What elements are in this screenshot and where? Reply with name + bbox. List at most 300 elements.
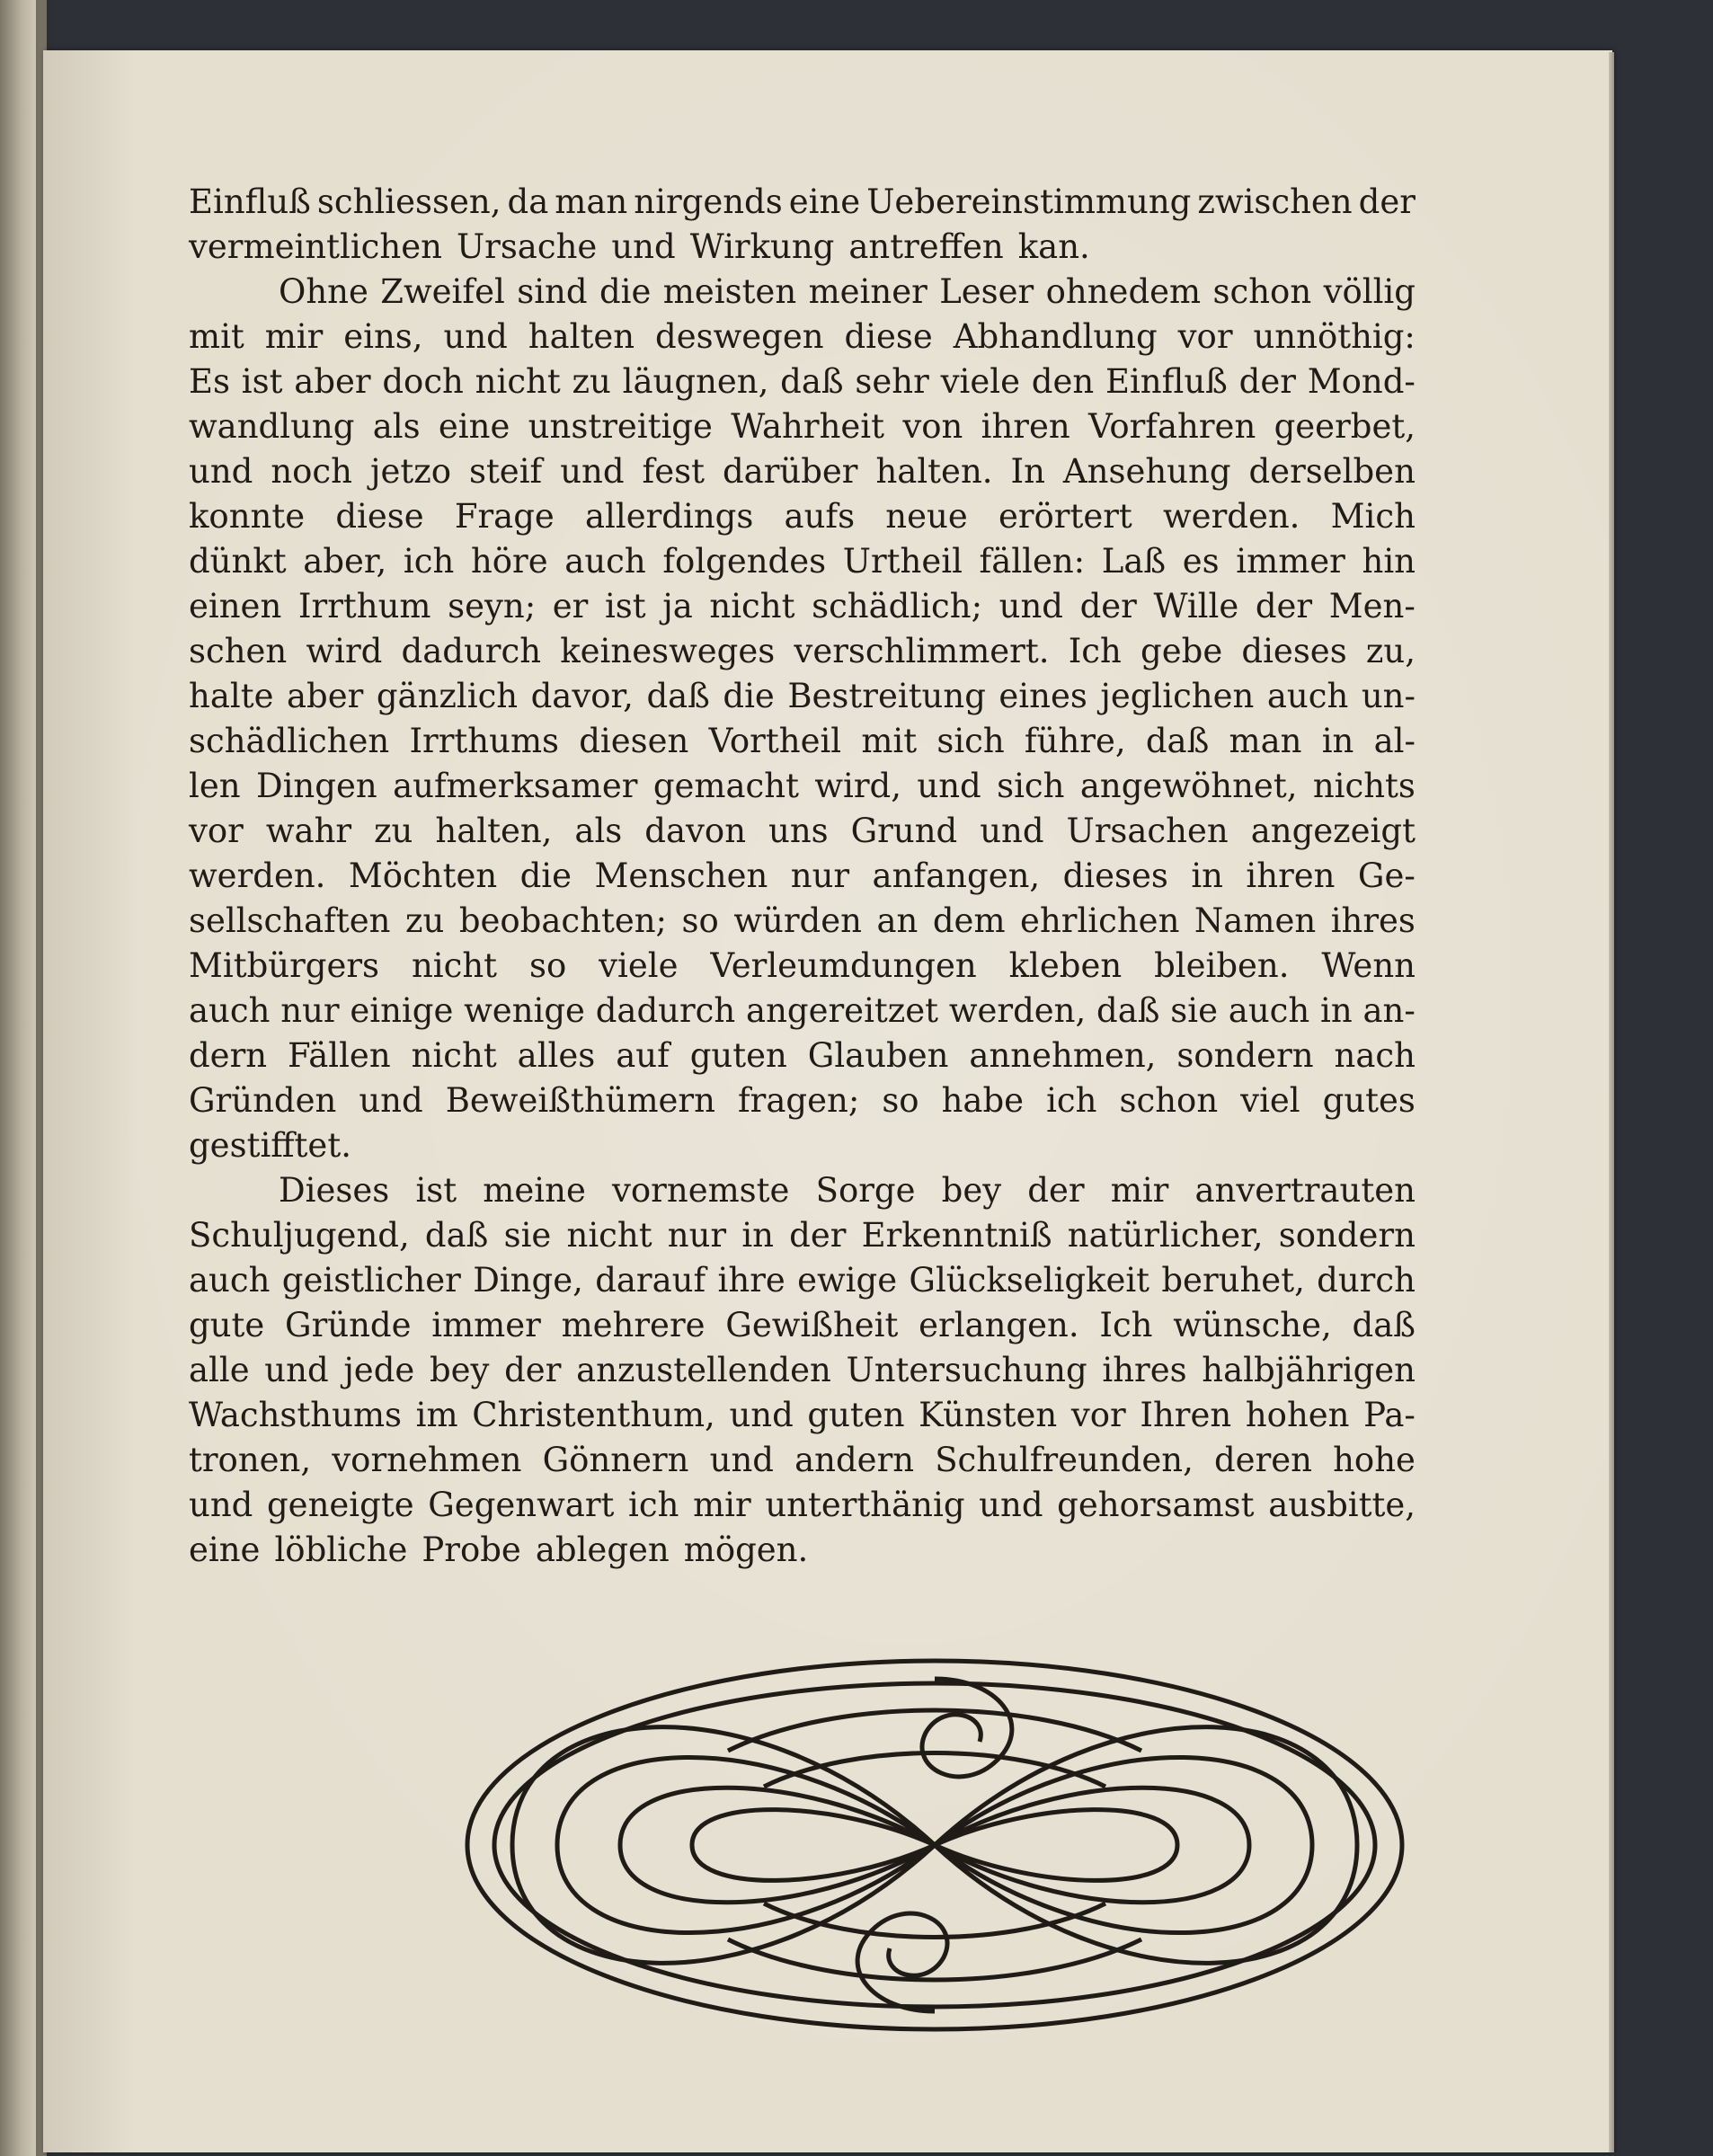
word: andern bbox=[794, 1441, 915, 1479]
word: vermeintlichen bbox=[189, 227, 442, 266]
word: geerbet, bbox=[1274, 407, 1416, 446]
word: habe bbox=[941, 1081, 1025, 1120]
word: an- bbox=[1362, 991, 1416, 1030]
text-line bbox=[189, 1123, 1416, 1168]
word: nicht bbox=[475, 362, 561, 401]
word: Urtheil bbox=[842, 542, 963, 581]
word: vor bbox=[189, 812, 244, 850]
word: halte bbox=[189, 677, 274, 715]
word: sich bbox=[997, 767, 1065, 805]
word: Wahrheit bbox=[731, 407, 885, 446]
word: darauf bbox=[595, 1261, 706, 1300]
word: dieses bbox=[1062, 856, 1168, 895]
word: zu bbox=[404, 901, 445, 940]
word: ehrlichen bbox=[1020, 901, 1180, 940]
word: Men- bbox=[1328, 587, 1416, 626]
word: mir bbox=[693, 1486, 751, 1524]
word: alle bbox=[189, 1351, 250, 1389]
word: sich bbox=[936, 722, 1005, 760]
word: jede bbox=[343, 1351, 415, 1389]
word: In bbox=[1010, 452, 1045, 491]
word: Mitbürgers bbox=[189, 946, 380, 985]
word: Grund bbox=[850, 812, 958, 850]
text-line bbox=[189, 944, 1416, 989]
word: ja bbox=[662, 587, 693, 626]
word: der bbox=[1079, 587, 1137, 626]
word: nicht bbox=[411, 1036, 497, 1075]
word: gemacht bbox=[652, 767, 799, 805]
word: Ich bbox=[1068, 632, 1122, 670]
word: deswegen bbox=[655, 317, 824, 356]
word: Mond- bbox=[1307, 362, 1416, 401]
word: Dingen bbox=[255, 767, 377, 805]
word: halten. bbox=[875, 452, 993, 491]
word: der bbox=[1358, 182, 1416, 221]
word: deren bbox=[1213, 1441, 1312, 1479]
word: auch bbox=[189, 991, 271, 1030]
word: halten bbox=[528, 317, 635, 356]
word: al- bbox=[1373, 722, 1416, 760]
page-edge bbox=[1609, 52, 1614, 2152]
word: ohnedem bbox=[1045, 272, 1202, 311]
word: führe, bbox=[1024, 722, 1126, 760]
text-line bbox=[189, 1034, 1416, 1078]
word: Uebereinstimmung bbox=[866, 182, 1192, 221]
word: auch bbox=[189, 1261, 271, 1300]
word: in bbox=[1321, 722, 1354, 760]
word: daß bbox=[646, 677, 710, 715]
word: dadurch bbox=[401, 632, 542, 670]
word: auf bbox=[616, 1036, 670, 1075]
word: halbjährigen bbox=[1202, 1351, 1416, 1389]
word: verschlimmert. bbox=[794, 632, 1050, 670]
word: tronen, bbox=[189, 1441, 312, 1479]
word: seyn; bbox=[448, 587, 537, 626]
word: steif bbox=[468, 452, 543, 491]
word: in bbox=[741, 1216, 774, 1255]
word: Wille bbox=[1153, 587, 1239, 626]
word: mit bbox=[189, 317, 244, 356]
word: es bbox=[1182, 542, 1220, 581]
word: einen bbox=[189, 587, 282, 626]
word: der bbox=[1255, 587, 1313, 626]
word: guten bbox=[689, 1036, 787, 1075]
word: Frage bbox=[454, 497, 555, 536]
word: und bbox=[359, 1081, 423, 1120]
text-line bbox=[189, 1078, 1416, 1123]
word: annehmen, bbox=[969, 1036, 1157, 1075]
word: meisten bbox=[662, 272, 797, 311]
word: wahr bbox=[265, 812, 352, 850]
word: ich bbox=[1046, 1081, 1097, 1120]
word: beobachten; bbox=[458, 901, 668, 940]
word: diese bbox=[844, 317, 933, 356]
word: immer bbox=[431, 1306, 541, 1344]
text-line bbox=[189, 629, 1416, 674]
word: dieses bbox=[1241, 632, 1347, 670]
word: viele bbox=[599, 946, 679, 985]
word: alles bbox=[517, 1036, 596, 1075]
word: Beweißthümern bbox=[445, 1081, 715, 1120]
word: bleiben. bbox=[1154, 946, 1290, 985]
word: gänzlich bbox=[376, 677, 519, 715]
word: Glauben bbox=[807, 1036, 949, 1075]
word: und bbox=[264, 1351, 329, 1389]
word: Irrthums bbox=[409, 722, 560, 760]
word: fest bbox=[642, 452, 705, 491]
word: Ansehung bbox=[1062, 452, 1231, 491]
word: mögen. bbox=[683, 1530, 809, 1569]
word: vornemste bbox=[612, 1171, 790, 1210]
text-line bbox=[189, 809, 1416, 854]
word: daß bbox=[1352, 1306, 1416, 1344]
word: daß bbox=[780, 362, 844, 401]
word: immer bbox=[1236, 542, 1345, 581]
word: wird, bbox=[814, 767, 901, 805]
word: nichts bbox=[1312, 767, 1416, 805]
word: hohen bbox=[1245, 1396, 1350, 1434]
word: derselben bbox=[1248, 452, 1416, 491]
word: daß bbox=[1145, 722, 1210, 760]
word: len bbox=[189, 767, 241, 805]
word: mir bbox=[264, 317, 324, 356]
word: ist bbox=[241, 362, 283, 401]
word: man bbox=[555, 182, 628, 221]
text-line bbox=[189, 899, 1416, 944]
text-line bbox=[189, 764, 1416, 809]
text-line bbox=[189, 225, 1416, 270]
word: Ihren bbox=[1140, 1396, 1232, 1434]
word: auch bbox=[1228, 991, 1310, 1030]
word: anfangen, bbox=[872, 856, 1041, 895]
word: sellschaften bbox=[189, 901, 391, 940]
word: sie bbox=[503, 1216, 552, 1255]
text-line bbox=[189, 1258, 1416, 1303]
word: wandlung bbox=[189, 407, 355, 446]
text-line bbox=[189, 180, 1416, 225]
word: Ursachen bbox=[1066, 812, 1229, 850]
word: sondern bbox=[1176, 1036, 1314, 1075]
word: eine bbox=[788, 182, 861, 221]
word: vor bbox=[1070, 1396, 1126, 1434]
word: Zweifel bbox=[380, 272, 505, 311]
word: jetzo bbox=[369, 452, 451, 491]
word: un- bbox=[1361, 677, 1416, 715]
word: Ohne bbox=[279, 272, 368, 311]
word: viel bbox=[1240, 1081, 1300, 1120]
word: ist bbox=[415, 1171, 457, 1210]
text-line bbox=[189, 539, 1416, 584]
word: ausbitte, bbox=[1268, 1486, 1416, 1524]
word: vor bbox=[1177, 317, 1233, 356]
text-line bbox=[189, 989, 1416, 1034]
word: Christenthum, bbox=[472, 1396, 715, 1434]
word: anvertrauten bbox=[1194, 1171, 1416, 1210]
text-line bbox=[189, 674, 1416, 719]
word: Ge- bbox=[1357, 856, 1416, 895]
word: keinesweges bbox=[560, 632, 776, 670]
word: bey bbox=[941, 1171, 1002, 1210]
text-line bbox=[189, 494, 1416, 539]
word: werden. bbox=[1163, 497, 1300, 536]
word: zu bbox=[374, 812, 413, 850]
word: viele bbox=[940, 362, 1020, 401]
word: daß bbox=[1096, 991, 1160, 1030]
word: man bbox=[1229, 722, 1302, 760]
word: ich bbox=[403, 542, 455, 581]
word: ihren bbox=[1246, 856, 1336, 895]
word: aber, bbox=[303, 542, 387, 581]
word: Schuljugend, bbox=[189, 1216, 410, 1255]
word: gutes bbox=[1322, 1081, 1416, 1120]
text-line bbox=[189, 1168, 1416, 1213]
word: folgendes bbox=[662, 542, 827, 581]
word: geistlicher bbox=[281, 1261, 461, 1300]
word: erörtert bbox=[998, 497, 1132, 536]
word: erlangen. bbox=[919, 1306, 1079, 1344]
word: Untersuchung bbox=[846, 1351, 1087, 1389]
word: uns bbox=[768, 812, 829, 850]
word: in bbox=[1191, 856, 1223, 895]
word: da bbox=[507, 182, 549, 221]
word: angezeigt bbox=[1250, 812, 1416, 850]
word: doch bbox=[382, 362, 464, 401]
word: Ich bbox=[1099, 1306, 1153, 1344]
word: ihres bbox=[1102, 1351, 1187, 1389]
word: nirgends bbox=[634, 182, 783, 221]
word: Laß bbox=[1101, 542, 1167, 581]
word: nur bbox=[790, 856, 850, 895]
word: zu bbox=[572, 362, 611, 401]
text-line bbox=[189, 315, 1416, 359]
word: mehrere bbox=[561, 1306, 706, 1344]
word: Mich bbox=[1330, 497, 1416, 536]
word: zwischen bbox=[1197, 182, 1353, 221]
word: aber bbox=[287, 677, 364, 715]
word: ihres bbox=[1330, 901, 1416, 940]
word: Einfluß bbox=[189, 182, 311, 221]
word: Leser bbox=[939, 272, 1034, 311]
word: ist bbox=[604, 587, 646, 626]
word: mit bbox=[861, 722, 918, 760]
word: kleben bbox=[1008, 946, 1123, 985]
word: angereitzet bbox=[746, 991, 939, 1030]
word: Abhandlung bbox=[953, 317, 1158, 356]
word: meine bbox=[483, 1171, 586, 1210]
text-line bbox=[189, 584, 1416, 629]
word: er bbox=[552, 587, 589, 626]
word: wünsche, bbox=[1173, 1306, 1332, 1344]
word: dünkt bbox=[189, 542, 287, 581]
word: wird bbox=[306, 632, 383, 670]
word: durch bbox=[1317, 1261, 1416, 1300]
word: und bbox=[917, 767, 981, 805]
word: kan. bbox=[1017, 227, 1090, 266]
word: Dinge, bbox=[473, 1261, 583, 1300]
word: Ursache bbox=[456, 227, 598, 266]
word: ihren bbox=[981, 407, 1070, 446]
word: in bbox=[1320, 991, 1353, 1030]
word: beruhet, bbox=[1161, 1261, 1305, 1300]
word: Fällen bbox=[288, 1036, 391, 1075]
word: und bbox=[443, 317, 508, 356]
word: und bbox=[611, 227, 676, 266]
word: Vorfahren bbox=[1088, 407, 1256, 446]
word: so bbox=[681, 901, 719, 940]
word: die bbox=[599, 272, 652, 311]
word: hin bbox=[1362, 542, 1416, 581]
word: einige bbox=[350, 991, 454, 1030]
word: Wenn bbox=[1321, 946, 1416, 985]
text-line bbox=[189, 854, 1416, 899]
word: neue bbox=[885, 497, 968, 536]
text-line bbox=[189, 1483, 1416, 1528]
word: davon bbox=[644, 812, 747, 850]
word: Wirkung bbox=[689, 227, 835, 266]
word: Bestreitung bbox=[787, 677, 986, 715]
word: aufmerksamer bbox=[393, 767, 638, 805]
word: jeglichen bbox=[1100, 677, 1255, 715]
word: auch bbox=[564, 542, 646, 581]
word: gute bbox=[189, 1306, 265, 1344]
word: mir bbox=[1110, 1171, 1169, 1210]
word: aufs bbox=[784, 497, 856, 536]
word: unstreitige bbox=[528, 407, 713, 446]
word: die bbox=[723, 677, 775, 715]
word: und bbox=[999, 587, 1063, 626]
word: ewige bbox=[797, 1261, 898, 1300]
word: diesen bbox=[579, 722, 689, 760]
word: läugnen, bbox=[622, 362, 769, 401]
word: werden. bbox=[189, 856, 326, 895]
word: Pa- bbox=[1363, 1396, 1416, 1434]
word: schliessen, bbox=[316, 182, 501, 221]
text-line bbox=[189, 719, 1416, 764]
word: unnöthig: bbox=[1253, 317, 1416, 356]
word: eine bbox=[438, 407, 510, 446]
word: nicht bbox=[411, 946, 498, 985]
text-line bbox=[189, 1213, 1416, 1258]
word: vornehmen bbox=[332, 1441, 522, 1479]
word: eines bbox=[999, 677, 1087, 715]
text-line bbox=[189, 1303, 1416, 1348]
word: im bbox=[415, 1396, 458, 1434]
word: so bbox=[528, 946, 567, 985]
word: wenige bbox=[464, 991, 585, 1030]
word: zu, bbox=[1365, 632, 1416, 670]
word: der bbox=[504, 1351, 562, 1389]
calligraphic-flourish-icon bbox=[458, 1643, 1411, 2047]
word: so bbox=[882, 1081, 919, 1120]
word: dem bbox=[932, 901, 1006, 940]
word: von bbox=[902, 407, 963, 446]
word: Dieses bbox=[279, 1171, 390, 1210]
word: bey bbox=[429, 1351, 490, 1389]
word: meiner bbox=[808, 272, 928, 311]
word: guten bbox=[807, 1396, 905, 1434]
text-line bbox=[189, 1348, 1416, 1393]
word: ihre bbox=[717, 1261, 785, 1300]
text-line bbox=[189, 270, 1416, 315]
word: sind bbox=[517, 272, 588, 311]
word: sondern bbox=[1278, 1216, 1416, 1255]
word: würden bbox=[733, 901, 862, 940]
word: Vortheil bbox=[708, 722, 842, 760]
word: nur bbox=[280, 991, 340, 1030]
word: und bbox=[189, 1486, 253, 1524]
word: unterthänig bbox=[765, 1486, 965, 1524]
word: ablegen bbox=[535, 1530, 670, 1569]
word: Gegenwart bbox=[428, 1486, 615, 1524]
word: Gönnern bbox=[542, 1441, 689, 1479]
word: Schulfreunden, bbox=[935, 1441, 1194, 1479]
word: allerdings bbox=[585, 497, 754, 536]
word: gehorsamst bbox=[1057, 1486, 1255, 1524]
word: die bbox=[519, 856, 572, 895]
word: angewöhnet, bbox=[1079, 767, 1298, 805]
word: und bbox=[560, 452, 625, 491]
word: nur bbox=[667, 1216, 727, 1255]
word: halten, bbox=[435, 812, 553, 850]
word: aber bbox=[294, 362, 371, 401]
word: darüber bbox=[722, 452, 858, 491]
word: Gewißheit bbox=[725, 1306, 899, 1344]
word: geneigte bbox=[267, 1486, 414, 1524]
word: sie bbox=[1170, 991, 1218, 1030]
word: schen bbox=[189, 632, 288, 670]
word: fällen: bbox=[979, 542, 1086, 581]
word: und bbox=[980, 812, 1044, 850]
text-line bbox=[189, 1438, 1416, 1483]
word: nicht bbox=[566, 1216, 652, 1255]
word: Es bbox=[189, 362, 230, 401]
text-line bbox=[189, 1528, 1416, 1573]
word: und bbox=[729, 1396, 794, 1434]
word: und bbox=[709, 1441, 774, 1479]
word: antreffen bbox=[848, 227, 1004, 266]
word: der bbox=[789, 1216, 847, 1255]
word: eine bbox=[189, 1530, 261, 1569]
word: schädlichen bbox=[189, 722, 390, 760]
word: konnte bbox=[189, 497, 306, 536]
body-text bbox=[189, 180, 1416, 1573]
word: und bbox=[189, 452, 253, 491]
word: eins, bbox=[343, 317, 423, 356]
word: als bbox=[372, 407, 421, 446]
word: schädlich; bbox=[812, 587, 983, 626]
word: Wachsthums bbox=[189, 1396, 403, 1434]
word: gestifftet. bbox=[189, 1126, 351, 1165]
word: an bbox=[876, 901, 919, 940]
word: Sorge bbox=[815, 1171, 916, 1210]
word: auch bbox=[1266, 677, 1349, 715]
text-line bbox=[189, 1393, 1416, 1438]
word: und bbox=[979, 1486, 1043, 1524]
text-line bbox=[189, 449, 1416, 494]
word: der bbox=[1238, 362, 1296, 401]
text-line bbox=[189, 404, 1416, 449]
word: Gründen bbox=[189, 1081, 337, 1120]
text-line bbox=[189, 359, 1416, 404]
word: nach bbox=[1334, 1036, 1416, 1075]
word: den bbox=[1031, 362, 1095, 401]
word: Glückseligkeit bbox=[909, 1261, 1150, 1300]
word: ich bbox=[628, 1486, 679, 1524]
word: Möchten bbox=[348, 856, 498, 895]
word: der bbox=[1027, 1171, 1085, 1210]
word: Irrthum bbox=[297, 587, 431, 626]
word: noch bbox=[271, 452, 352, 491]
